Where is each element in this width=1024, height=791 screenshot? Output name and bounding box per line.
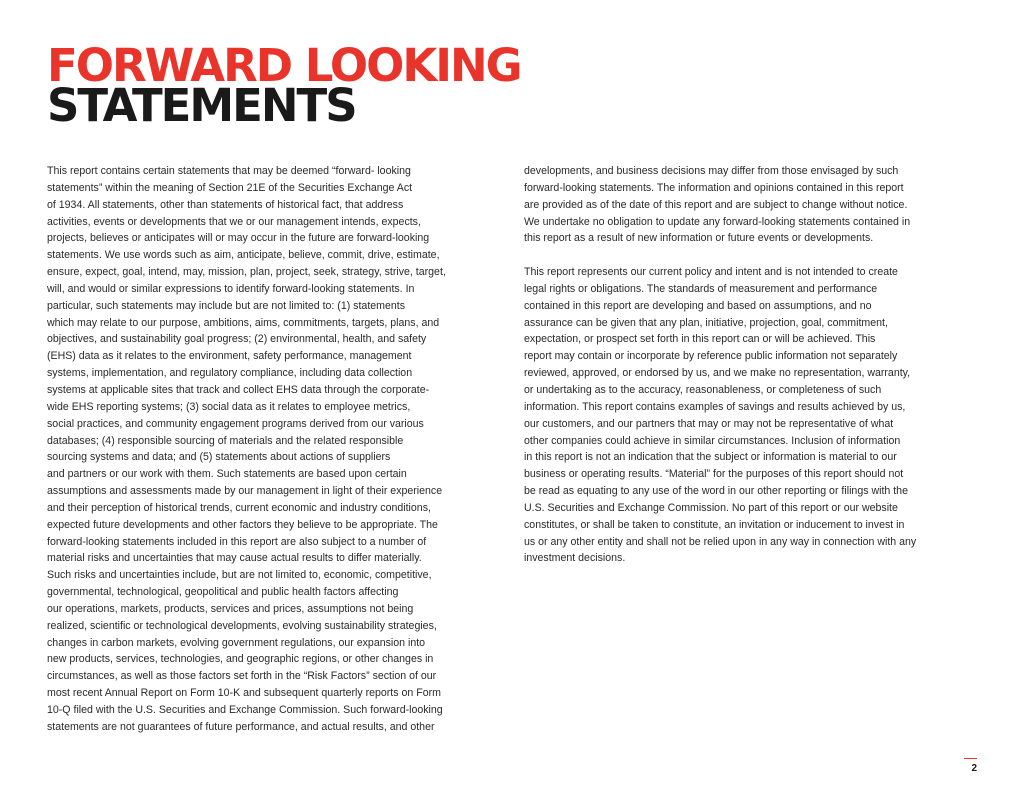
text-line: information. This report contains examples of savings and results achieved by us, [524,400,906,413]
text-line: wide EHS reporting systems; (3) social data as it relates to employee metrics, [47,400,411,413]
text-line: ensure, expect, goal, intend, may, mission, plan, project, seek, strategy, strive, target, [47,266,446,279]
text-line: (EHS) data as it relates to the environment, safety performance, management [47,350,412,363]
page-title-line-2: STATEMENTS [47,79,356,132]
text-line: or undertaking as to the accuracy, reasonableness, or completeness of such [524,383,882,396]
text-line: reviewed, approved, or endorsed by us, and we make no representation, warranty, [524,367,911,380]
text-line: be read as equating to any use of the word in our other reporting or filings with the [524,485,908,498]
text-line: constitutes, or shall be taken to constitute, an invitation or inducement to invest in [524,518,905,531]
text-line: developments, and business decisions may differ from those envisaged by such [524,165,899,177]
text-line: sourcing systems and data; and (5) statements about actions of suppliers [47,451,391,464]
text-line: us or any other entity and shall not be relied upon in any way in connection with any [524,535,917,548]
text-line: Such risks and uncertainties include, but are not limited to, economic, competitive, [47,569,432,582]
text-line: this report as a result of new information or future events or developments. [524,232,874,245]
text-line: will, and would or similar expressions to identify forward-looking statements. In [47,282,415,295]
text-line: particular, such statements may include but are not limited to: (1) statements [47,299,405,312]
text-line: This report contains certain statements that may be deemed “forward- looking [47,165,411,177]
text-line: realized, scientific or technological developments, evolving sustainability strategies, [47,619,437,632]
text-line: systems, implementation, and regulatory compliance, including data collection [47,367,413,380]
text-line: governmental, technological, geopolitical and public health factors affecting [47,586,399,599]
text-line: contained in this report are developing and based on assumptions, and no [524,299,872,312]
text-line: assurance can be given that any plan, initiative, projection, goal, commitment, [524,316,888,329]
text-line: expected future developments and other factors they believe to be appropriate. The [47,518,438,531]
text-line: and partners or our work with them. Such statements are based upon certain [47,468,407,481]
left-paragraph [47,163,507,736]
text-line: most recent Annual Report on Form 10-K and subsequent quarterly reports on Form [47,687,441,700]
text-line: activities, events or developments that we or our management intends, expects, [47,215,421,228]
text-line: We undertake no obligation to update any forward-looking statements contained in [524,215,911,228]
text-line: and their perception of historical trends, current economic and industry conditions, [47,501,431,514]
paragraph-spacer [524,247,984,264]
text-line: are provided as of the date of this report and are subject to change without notice. [524,198,908,211]
text-line: changes in carbon markets, evolving government regulations, our expansion into [47,636,426,649]
page-number: 2 [971,763,977,774]
text-line: in this report is not an indication that the subject or information is material to our [524,451,897,464]
text-line: This report represents our current policy and intent and is not intended to create [524,266,898,279]
text-line: of 1934. All statements, other than statements of historical fact, that address [47,198,404,211]
text-line: our operations, markets, products, services and prices, assumptions not being [47,602,414,615]
text-line: investment decisions. [524,552,626,565]
text-line: 10-Q filed with the U.S. Securities and Exchange Commission. Such forward-looking [47,704,443,716]
text-line: projects, believes or anticipates will or may occur in the future are forward-looking [47,232,430,245]
text-line: business or operating results. “Material” for the purposes of this report should not [524,468,904,481]
text-line: systems at applicable sites that track and collect EHS data through the corporate- [47,383,430,396]
page-title [47,39,521,132]
text-line: U.S. Securities and Exchange Commission. No part of this report or our website [524,501,898,514]
text-line: assumptions and assessments made by our management in light of their experience [47,485,443,498]
right-column [524,163,984,567]
text-line: databases; (4) responsible sourcing of materials and the related responsible [47,434,404,447]
text-line: objectives, and sustainability goal progress; (2) environmental, health, and safety [47,333,427,346]
text-line: other companies could achieve in similar circumstances. Inclusion of information [524,434,901,447]
right-paragraph-1 [524,163,984,247]
text-line: legal rights or obligations. The standards of measurement and performance [524,282,878,295]
text-line: forward-looking statements included in this report are also subject to a number of [47,535,427,548]
page-number-rule [964,758,977,759]
text-line: social practices, and community engagement programs derived from our various [47,417,424,430]
text-line: statements are not guarantees of future performance, and actual results, and other [47,720,435,733]
page-title-line-1: FORWARD LOOKING [47,39,521,92]
right-paragraph-2 [524,264,984,567]
text-line: statements” within the meaning of Section 21E of the Securities Exchange Act [47,181,413,194]
text-line: our customers, and our partners that may or may not be representative of what [524,417,894,430]
text-line: expectation, or prospect set forth in this report can or will be achieved. This [524,333,876,346]
text-line: circumstances, as well as those factors set forth in the “Risk Factors” section of our [47,670,437,683]
text-line: material risks and uncertainties that may cause actual results to differ materially. [47,552,422,565]
text-line: statements. We use words such as aim, anticipate, believe, commit, drive, estimate, [47,249,440,262]
text-line: new products, services, technologies, and geographic regions, or other changes in [47,653,434,666]
left-column [47,163,507,736]
text-line: report may contain or incorporate by reference public information not separately [524,350,898,363]
text-line: which may relate to our purpose, ambitions, aims, commitments, targets, plans, and [47,316,440,329]
text-line: forward-looking statements. The information and opinions contained in this report [524,181,904,194]
